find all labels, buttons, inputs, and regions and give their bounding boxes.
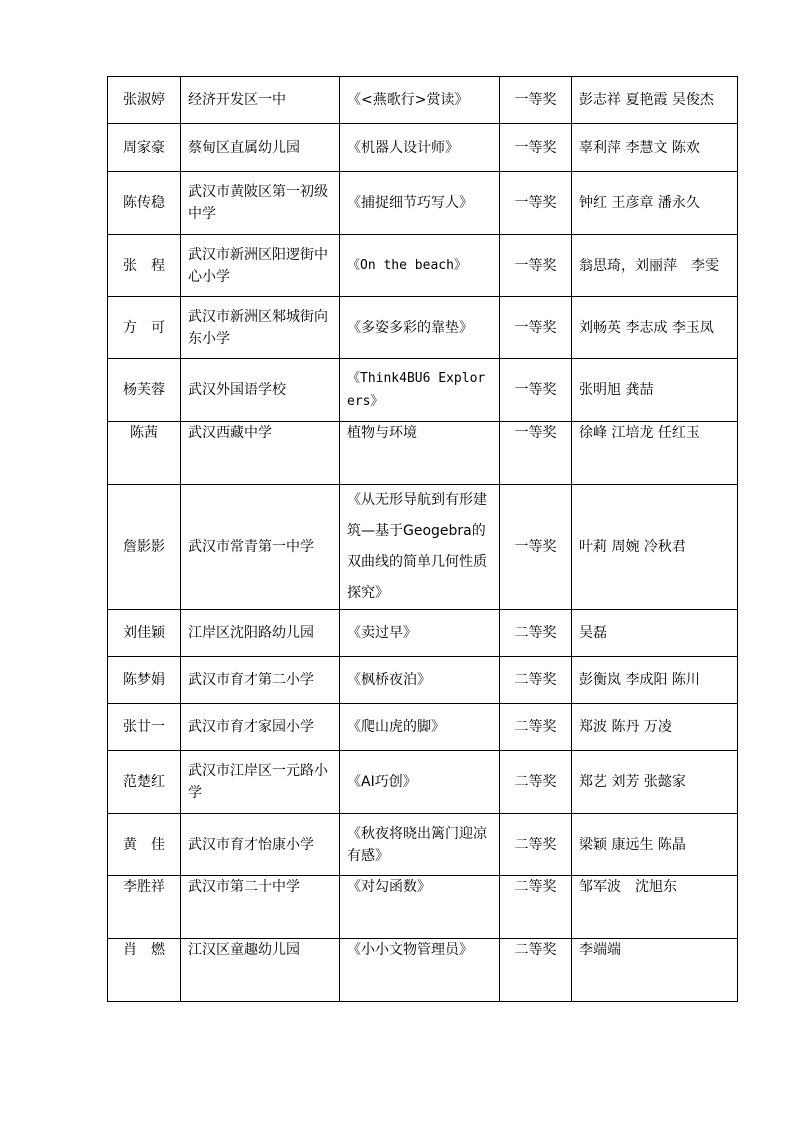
award-cell: 二等奖 [500,939,572,1002]
school-cell: 经济开发区一中 [181,77,340,124]
title-cell: 《爬山虎的脚》 [340,704,500,751]
teachers-cell: 李端端 [572,939,738,1002]
title-cell: 《AI巧创》 [340,751,500,814]
teachers-cell: 张明旭 龚喆 [572,359,738,422]
name-cell: 周家豪 [108,124,181,172]
title-cell: 《小小文物管理员》 [340,939,500,1002]
school-cell: 武汉市育才怡康小学 [181,814,340,876]
table-row [108,124,738,172]
name-cell: 陈传稳 [108,172,181,235]
school-cell: 武汉市育才家园小学 [181,704,340,751]
award-table [107,76,738,1002]
name-cell: 詹影影 [108,485,181,610]
award-cell: 二等奖 [500,704,572,751]
title-cell: 《从无形导航到有形建筑—基于Geogebra的双曲线的简单几何性质探究》 [340,485,500,610]
teachers-cell: 邹军波 沈旭东 [572,876,738,939]
table-row [108,704,738,751]
school-cell: 武汉外国语学校 [181,359,340,422]
award-cell: 一等奖 [500,359,572,422]
table-row [108,485,738,610]
title-cell: 《卖过早》 [340,610,500,657]
title-cell: 《秋夜将晓出篱门迎凉有感》 [340,814,500,876]
teachers-cell: 梁颖 康远生 陈晶 [572,814,738,876]
school-cell: 武汉市黄陂区第一初级中学 [181,172,340,235]
school-cell: 江汉区童趣幼儿园 [181,939,340,1002]
name-cell: 陈梦娟 [108,657,181,704]
title-cell: 《对勾函数》 [340,876,500,939]
title-cell: 《On the beach》 [340,235,500,297]
name-cell: 刘佳颖 [108,610,181,657]
name-cell: 范楚红 [108,751,181,814]
teachers-cell: 郑艺 刘芳 张懿家 [572,751,738,814]
name-cell: 李胜祥 [108,876,181,939]
table-row [108,610,738,657]
title-cell: 《Think4BU6 Explorers》 [340,359,500,422]
school-cell: 武汉西藏中学 [181,422,340,485]
award-cell: 二等奖 [500,751,572,814]
name-cell: 张廿一 [108,704,181,751]
award-cell: 二等奖 [500,610,572,657]
name-cell: 杨芙蓉 [108,359,181,422]
table-row [108,422,738,485]
teachers-cell: 钟红 王彦章 潘永久 [572,172,738,235]
teachers-cell: 彭志祥 夏艳霞 吴俊杰 [572,77,738,124]
award-cell: 二等奖 [500,657,572,704]
table-row [108,814,738,876]
school-cell: 武汉市新洲区邾城街向东小学 [181,297,340,359]
award-cell: 一等奖 [500,77,572,124]
teachers-cell: 叶莉 周婉 冷秋君 [572,485,738,610]
school-cell: 武汉市新洲区阳逻街中心小学 [181,235,340,297]
table-row [108,359,738,422]
name-cell: 陈茜 [108,422,181,485]
title-cell: 《枫桥夜泊》 [340,657,500,704]
teachers-cell: 徐峰 江培龙 任红玉 [572,422,738,485]
award-cell: 一等奖 [500,485,572,610]
table-row [108,876,738,939]
school-cell: 武汉市常青第一中学 [181,485,340,610]
title-cell: 《机器人设计师》 [340,124,500,172]
title-cell: 《多姿多彩的靠垫》 [340,297,500,359]
school-cell: 蔡甸区直属幼儿园 [181,124,340,172]
name-cell: 黄 佳 [108,814,181,876]
name-cell: 方 可 [108,297,181,359]
school-cell: 武汉市第二十中学 [181,876,340,939]
table-row [108,172,738,235]
table-row [108,77,738,124]
award-cell: 一等奖 [500,124,572,172]
title-cell: 《<燕歌行>赏读》 [340,77,500,124]
award-cell: 一等奖 [500,172,572,235]
school-cell: 武汉市育才第二小学 [181,657,340,704]
teachers-cell: 刘畅英 李志成 李玉凤 [572,297,738,359]
school-cell: 武汉市江岸区一元路小学 [181,751,340,814]
table-row [108,751,738,814]
name-cell: 张淑婷 [108,77,181,124]
teachers-cell: 郑波 陈丹 万凌 [572,704,738,751]
school-cell: 江岸区沈阳路幼儿园 [181,610,340,657]
award-cell: 一等奖 [500,422,572,485]
title-cell: 《捕捉细节巧写人》 [340,172,500,235]
title-cell: 植物与环境 [340,422,500,485]
teachers-cell: 吴磊 [572,610,738,657]
award-cell: 一等奖 [500,297,572,359]
teachers-cell: 彭衡岚 李成阳 陈川 [572,657,738,704]
teachers-cell: 辜利萍 李慧文 陈欢 [572,124,738,172]
award-cell: 一等奖 [500,235,572,297]
table-row [108,657,738,704]
name-cell: 肖 燃 [108,939,181,1002]
table-row [108,297,738,359]
table-row [108,235,738,297]
name-cell: 张 程 [108,235,181,297]
award-cell: 二等奖 [500,814,572,876]
award-cell: 二等奖 [500,876,572,939]
teachers-cell: 翁思琦，刘丽萍 李雯 [572,235,738,297]
table-row [108,939,738,1002]
